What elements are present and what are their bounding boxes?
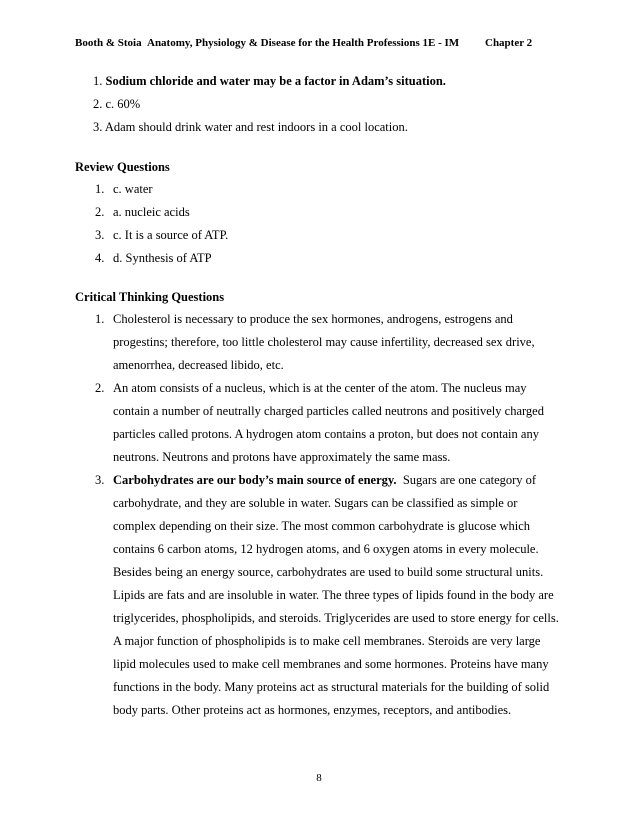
header-chapter: Chapter 2 <box>485 37 533 49</box>
critical-item-lead-bold: Carbohydrates are our body’s main source of energy. <box>113 473 397 487</box>
item-number: 2. <box>95 205 105 219</box>
critical-item-number: 2. <box>95 381 105 395</box>
review-item <box>95 206 104 219</box>
critical-item-lead <box>113 474 536 487</box>
critical-item-line: A major function of phospholipids is to make cell membranes. Steroids are very large <box>113 634 541 648</box>
critical-item-line: functions in the body. Many proteins act as structural materials for the building of solid <box>113 680 550 694</box>
header-book-title: Anatomy, Physiology & Disease for the Health Professions 1E - IM <box>147 37 460 49</box>
critical-item-number: 1. <box>95 312 105 326</box>
critical-item-line: An atom consists of a nucleus, which is at the center of the atom. The nucleus may <box>113 381 527 395</box>
critical-item-line: complex depending on their size. The most common carbohydrate is glucose which <box>113 519 531 533</box>
case-answer-number: 2. <box>93 97 103 111</box>
case-answer-1 <box>93 75 446 88</box>
critical-item-line: lipid molecules used to make cell membranes and some hormones. Proteins have many <box>113 657 549 671</box>
critical-item-line: carbohydrate, and they are soluble in water. Sugars can be classified as simple or <box>113 496 518 510</box>
critical-item-lead-rest: Sugars are one category of <box>396 473 537 487</box>
review-item <box>95 252 104 265</box>
critical-item-number: 3. <box>95 473 105 487</box>
header-authors: Booth & Stoia <box>75 37 142 49</box>
case-answer-number: 1. <box>93 74 103 88</box>
case-answer-number: 3. <box>93 120 103 134</box>
critical-item-line: contains 6 carbon atoms, 12 hydrogen atoms, and 6 oxygen atoms in every molecule. <box>113 542 539 556</box>
review-item <box>95 229 104 242</box>
critical-item-line: progestins; therefore, too little cholesterol may cause infertility, decreased sex drive, <box>113 335 535 349</box>
critical-item-line: body parts. Other proteins act as hormones, enzymes, receptors, and antibodies. <box>113 703 512 717</box>
critical-item-line: Cholesterol is necessary to produce the sex hormones, androgens, estrogens and <box>113 312 513 326</box>
critical-item-line: triglycerides, phospholipids, and steroids. Triglycerides are used to store energy for cells. <box>113 611 559 625</box>
item-number: 4. <box>95 251 105 265</box>
item-number: 1. <box>95 182 105 196</box>
critical-item-line: contain a number of neutrally charged particles called neutrons and positively charged <box>113 404 544 418</box>
critical-item-line: Besides being an energy source, carbohydrates are used to build some structural units. <box>113 565 544 579</box>
case-answer-text: Adam should drink water and rest indoors in a cool location. <box>104 120 408 134</box>
review-item-text: a. nucleic acids <box>113 205 190 219</box>
case-answer-2 <box>93 98 140 111</box>
critical-item-line: amenorrhea, decreased libido, etc. <box>113 358 284 372</box>
page-number: 8 <box>316 772 322 784</box>
case-answer-text: Sodium chloride and water may be a factor in Adam’s situation. <box>105 74 446 88</box>
review-item-text: c. water <box>113 182 153 196</box>
review-questions-title: Review Questions <box>75 160 170 174</box>
review-item-text: c. It is a source of ATP. <box>113 228 229 242</box>
critical-item-line: Lipids are fats and are insoluble in water. The three types of lipids found in the body are <box>113 588 554 602</box>
case-answer-text: c. 60% <box>105 97 141 111</box>
review-item <box>95 183 104 196</box>
item-number: 3. <box>95 228 105 242</box>
critical-item-line: neutrons. Neutrons and protons have approximately the same mass. <box>113 450 451 464</box>
critical-item-line: particles called protons. A hydrogen atom contains a proton, but does not contain any <box>113 427 539 441</box>
critical-thinking-title: Critical Thinking Questions <box>75 290 225 304</box>
review-item-text: d. Synthesis of ATP <box>113 251 212 265</box>
case-answer-3 <box>93 121 408 134</box>
